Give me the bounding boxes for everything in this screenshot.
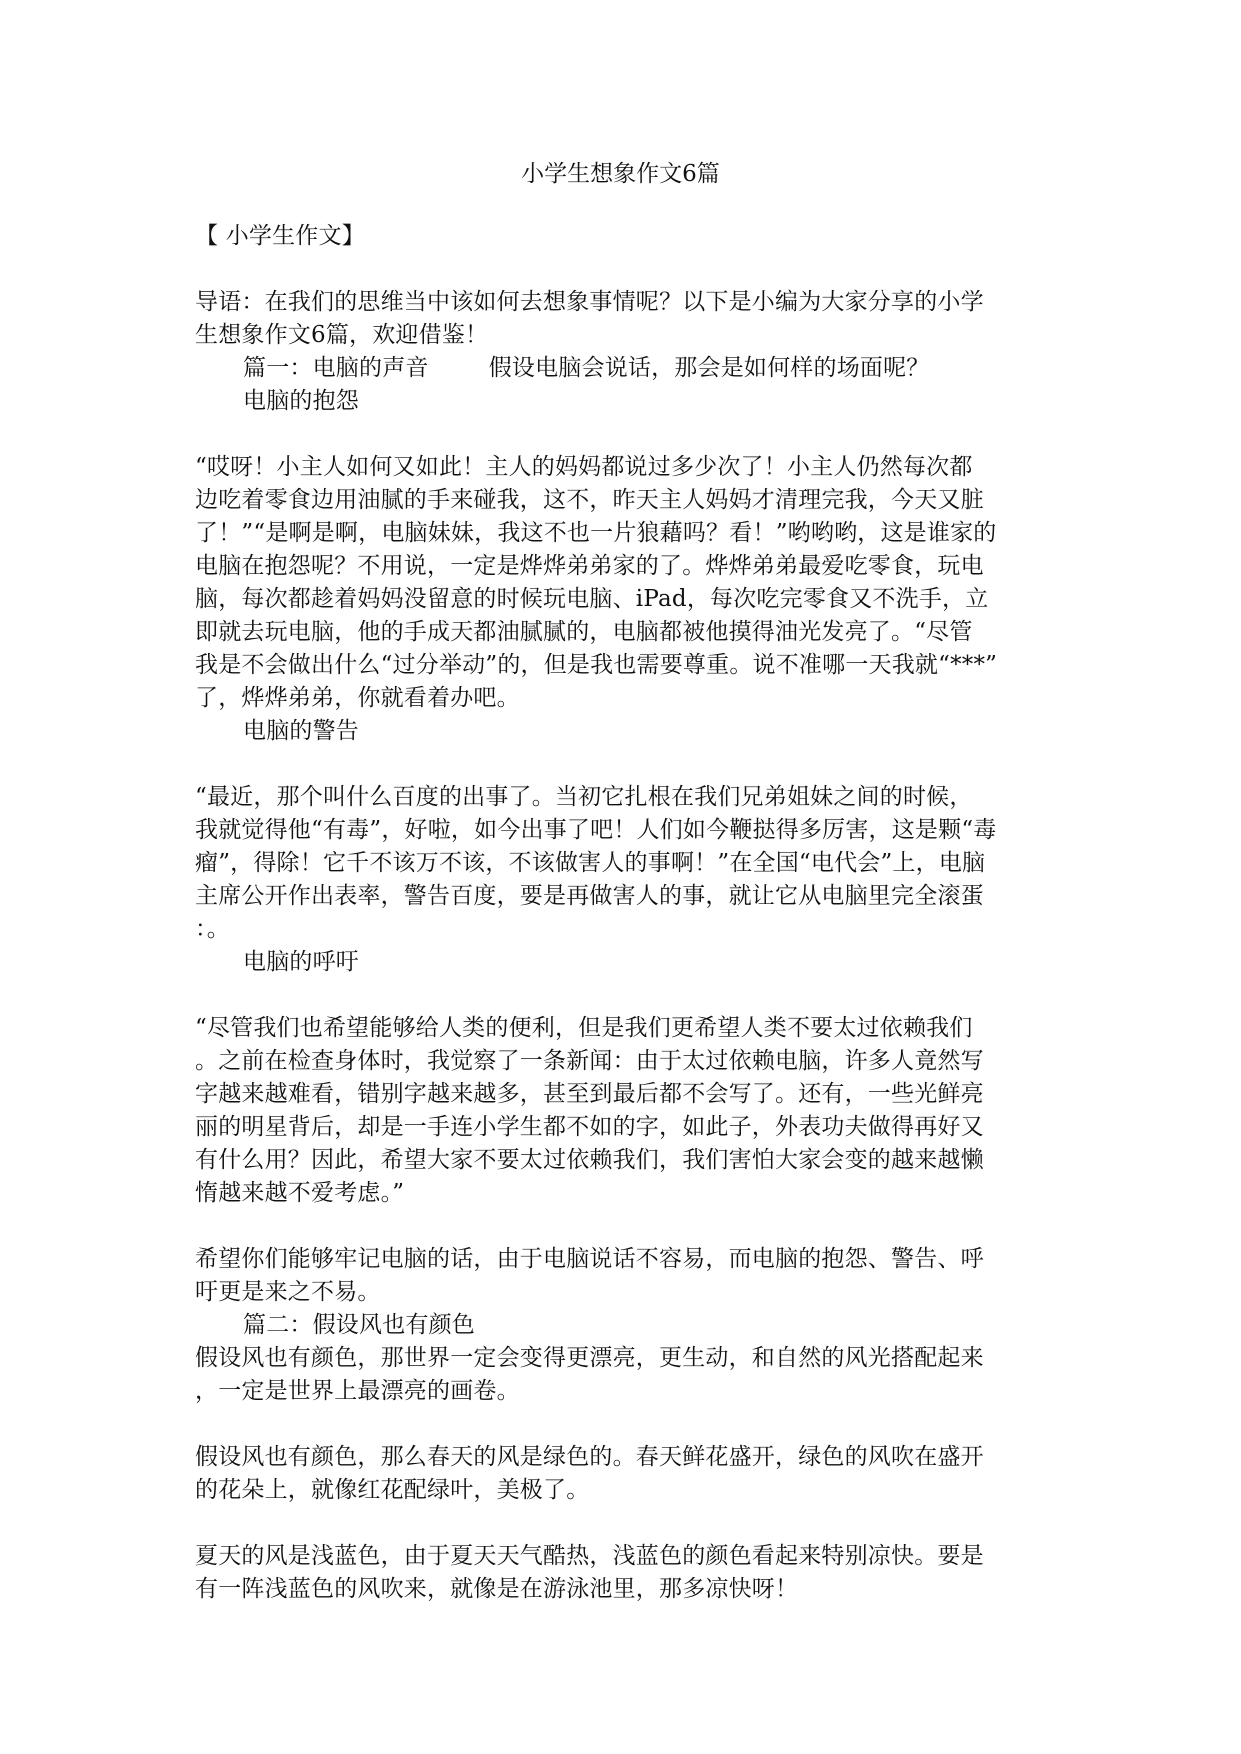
text-line: 有什么用？因此，希望大家不要太过依赖我们，我们害怕大家会变的越来越懒 xyxy=(195,1147,984,1173)
text-line: 我就觉得他“有毒”，好啦，如今出事了吧！人们如今鞭挞得多厉害，这是颗“毒 xyxy=(195,817,997,843)
text-line: ：。 xyxy=(195,916,230,942)
intro-paragraph xyxy=(195,286,1055,352)
text-line: 惰越来越不爱考虑。” xyxy=(195,1180,405,1206)
text-line: “尽管我们也希望能够给人类的便利，但是我们更希望人类不要太过依赖我们 xyxy=(195,1015,973,1041)
warning-paragraph xyxy=(195,781,1055,946)
category-label: 【 小学生作文】 xyxy=(195,223,365,249)
subheading-warning: 电脑的警告 xyxy=(243,718,359,744)
text-line: 脑，每次都趁着妈妈没留意的时候玩电脑、iPad，每次吃完零食又不洗手，立 xyxy=(195,586,989,612)
text-line: 夏天的风是浅蓝色，由于夏天天气酷热，浅蓝色的颜色看起来特别凉快。要是 xyxy=(195,1543,984,1569)
wind-intro-paragraph xyxy=(195,1342,1055,1408)
text-line: 。之前在检查身体时，我觉察了一条新闻：由于太过依赖电脑，许多人竟然写 xyxy=(195,1048,984,1074)
text-line: 了！”“是啊是啊，电脑妹妹，我这不也一片狼藉吗？看！”哟哟哟，这是谁家的 xyxy=(195,520,997,546)
text-line: 边吃着零食边用油腻的手来碰我，这不，昨天主人妈妈才清理完我，今天又脏 xyxy=(195,487,984,513)
spacer xyxy=(195,1408,1055,1441)
appeal-paragraph xyxy=(195,1012,1055,1210)
text-line: “哎呀！小主人如何又如此！主人的妈妈都说过多少次了！小主人仍然每次都 xyxy=(195,454,973,480)
piece2-heading: 篇二：假设风也有颜色 xyxy=(243,1312,475,1338)
text-line: 丽的明星背后，却是一手连小学生都不如的字，如此子，外表功夫做得再好又 xyxy=(195,1114,984,1140)
spacer xyxy=(195,253,1055,286)
summer-paragraph xyxy=(195,1540,1055,1606)
spacer xyxy=(195,418,1055,451)
spacer xyxy=(195,748,1055,781)
text-line: “最近，那个叫什么百度的出事了。当初它扎根在我们兄弟姐妹之间的时候， xyxy=(195,784,973,810)
text-line: 即就去玩电脑，他的手成天都油腻腻的，电脑都被他摸得油光发亮了。“尽管 xyxy=(195,619,973,645)
text-line: 希望你们能够牢记电脑的话，由于电脑说话不容易，而电脑的抱怨、警告、呼 xyxy=(195,1246,984,1272)
document-title: 小学生想象作文6篇 xyxy=(521,161,720,187)
text-line: 假设风也有颜色，那世界一定会变得更漂亮，更生动，和自然的风光搭配起来 xyxy=(195,1345,984,1371)
complaint-paragraph xyxy=(195,451,1055,715)
spacer xyxy=(195,979,1055,1012)
closing-paragraph xyxy=(195,1243,1055,1309)
text-line: 主席公开作出表率，警告百度，要是再做害人的事，就让它从电脑里完全滚蛋 xyxy=(195,883,984,909)
text-line: 吁更是来之不易。 xyxy=(195,1279,381,1305)
spring-paragraph xyxy=(195,1441,1055,1507)
text-line: 假设风也有颜色，那么春天的风是绿色的。春天鲜花盛开，绿色的风吹在盛开 xyxy=(195,1444,984,1470)
text-line: 电脑在抱怨呢？不用说，一定是烨烨弟弟家的了。烨烨弟弟最爱吃零食，玩电 xyxy=(195,553,984,579)
text-line: 我是不会做出什么“过分举动”的，但是我也需要尊重。说不准哪一天我就“***” xyxy=(195,652,998,678)
text-line: 生想象作文6篇，欢迎借鉴！ xyxy=(195,322,489,348)
text-line: 了，烨烨弟弟，你就看着办吧。 xyxy=(195,685,520,711)
text-line: 字越来越难看，错别字越来越多，甚至到最后都不会写了。还有，一些光鲜亮 xyxy=(195,1081,984,1107)
subheading-appeal: 电脑的呼吁 xyxy=(243,949,359,975)
spacer xyxy=(195,1210,1055,1243)
text-line: 的花朵上，就像红花配绿叶，美极了。 xyxy=(195,1477,590,1503)
subheading-complaint: 电脑的抱怨 xyxy=(243,388,359,414)
text-line: 有一阵浅蓝色的风吹来，就像是在游泳池里，那多凉快呀！ xyxy=(195,1576,799,1602)
piece1-heading: 篇一：电脑的声音 假设电脑会说话，那会是如何样的场面呢？ xyxy=(243,355,930,381)
text-line: 瘤”，得除！它千不该万不该，不该做害人的事啊！”在全国“电代会”上，电脑 xyxy=(195,850,986,876)
spacer xyxy=(195,1507,1055,1540)
text-line: ，一定是世界上最漂亮的画卷。 xyxy=(195,1378,520,1404)
document-body xyxy=(195,220,1055,1606)
text-line: 导语：在我们的思维当中该如何去想象事情呢？以下是小编为大家分享的小学 xyxy=(195,289,984,315)
